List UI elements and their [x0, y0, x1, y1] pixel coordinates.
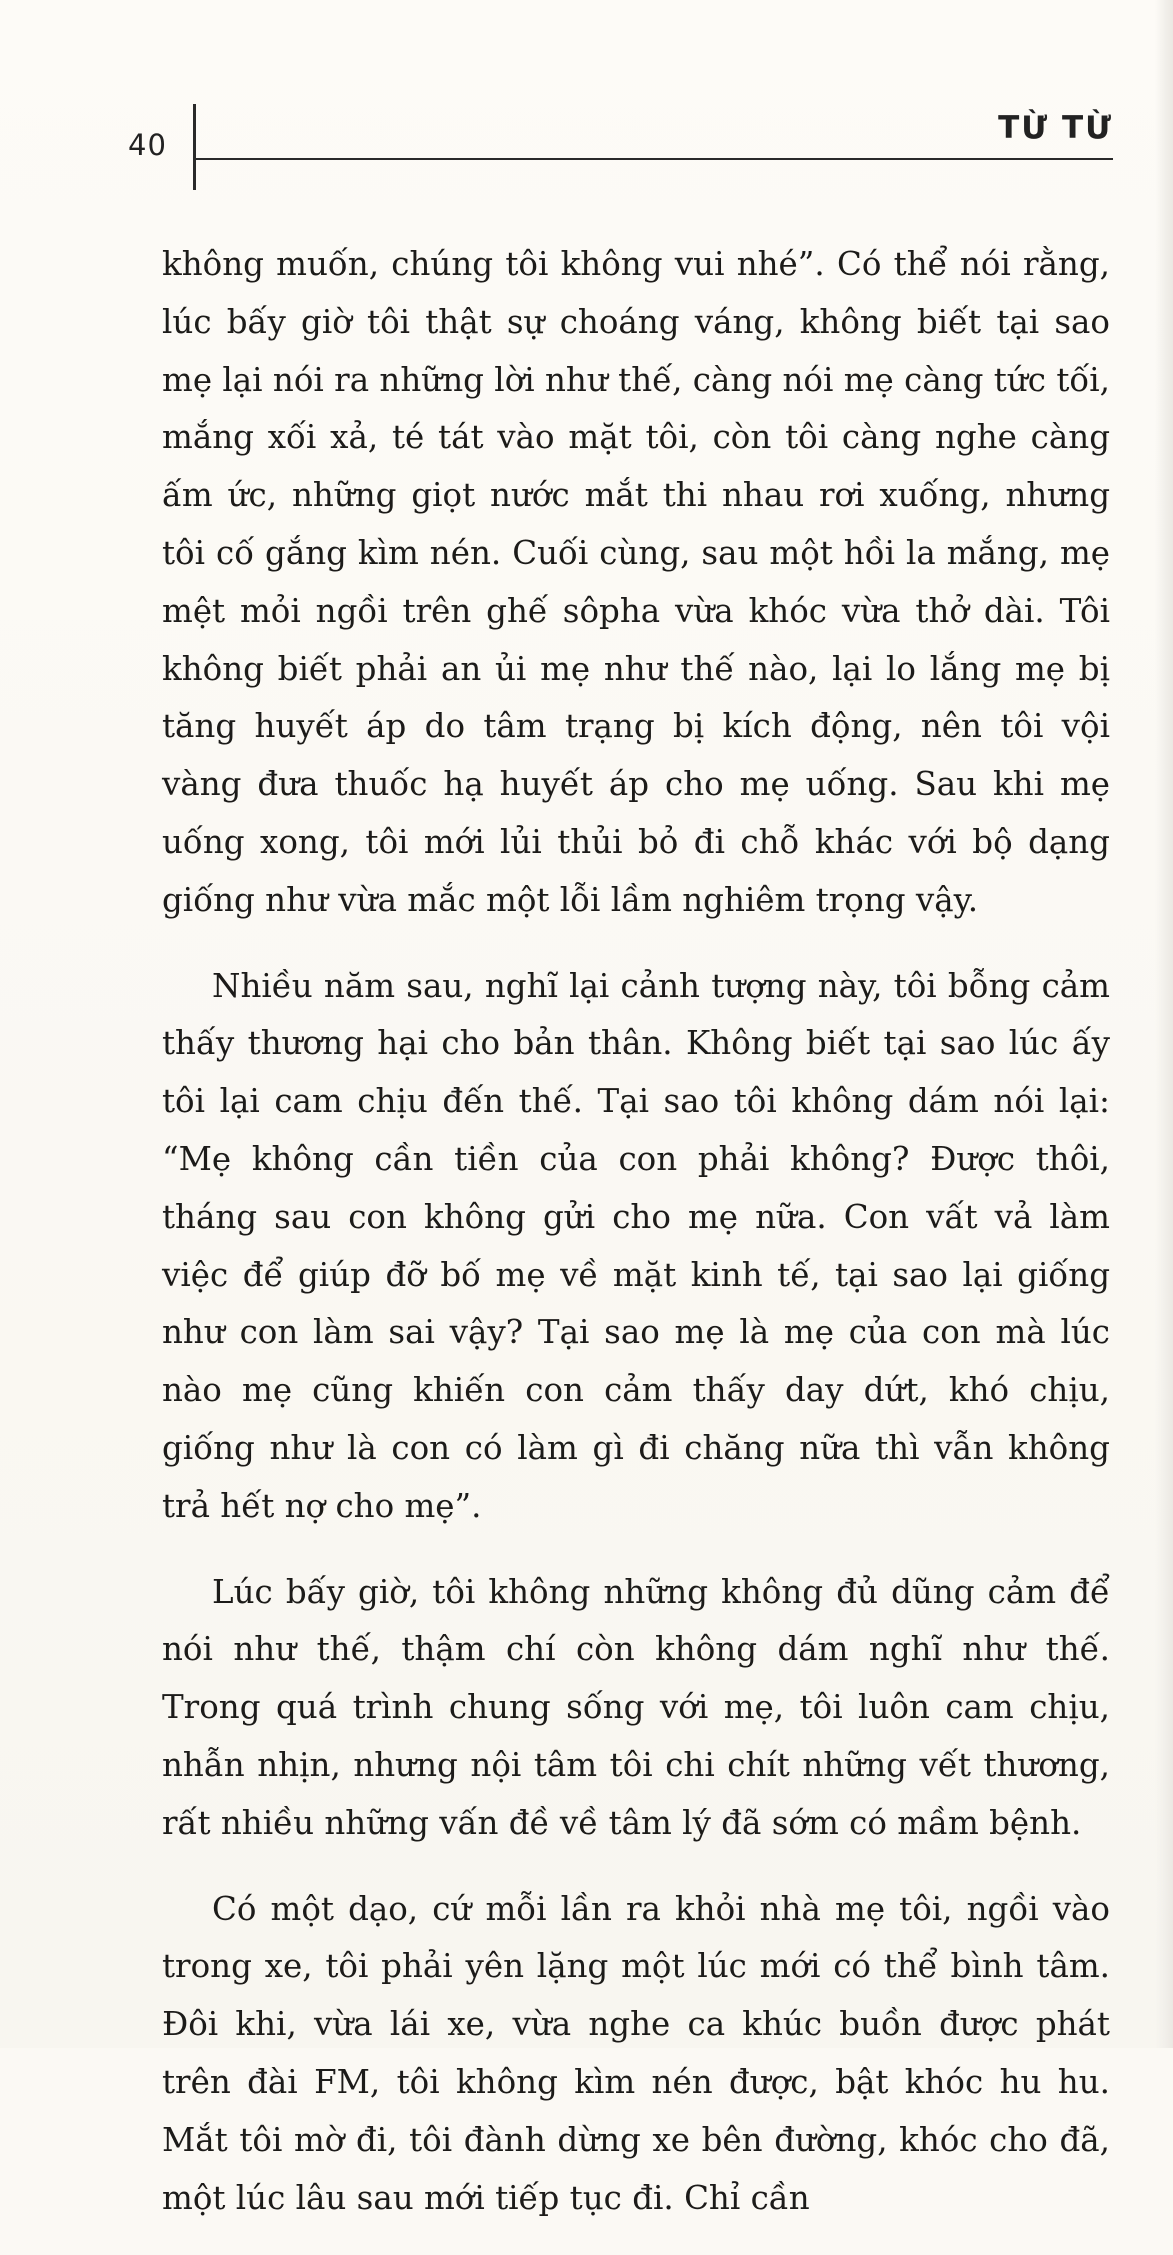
running-title: TỪ TỪ [998, 110, 1113, 146]
header-rule [196, 158, 1113, 160]
page-number: 40 [128, 128, 167, 162]
header-divider-vertical [193, 104, 196, 190]
paragraph: Nhiều năm sau, nghĩ lại cảnh tượng này, tôi bỗng cảm thấy thương hại cho bản thân. Không biết tại sao lúc ấy tôi lại cam chịu đến thế. Tại sao tôi không dám nói lại: “Mẹ không cần tiền của con phải không? Được thôi, tháng sau con không gửi cho mẹ nữa. Con vất vả làm việc để giúp đỡ bố mẹ về mặt kinh tế, tại sao lại giống như con làm sai vậy? Tại sao mẹ là mẹ của con mà lúc nào mẹ cũng khiến con cảm thấy day dứt, khó chịu, giống như là con có làm gì đi chăng nữa thì vẫn không trả hết nợ cho mẹ”. [162, 966, 1110, 1525]
page-body [162, 236, 1110, 2255]
paragraph: không muốn, chúng tôi không vui nhé”. Có thể nói rằng, lúc bấy giờ tôi thật sự choáng váng, không biết tại sao mẹ lại nói ra những lời như thế, càng nói mẹ càng tức tối, mắng xối xả, té tát vào mặt tôi, còn tôi càng nghe càng ấm ức, những giọt nước mắt thi nhau rơi xuống, nhưng tôi cố gắng kìm nén. Cuối cùng, sau một hồi la mắng, mẹ mệt mỏi ngồi trên ghế sôpha vừa khóc vừa thở dài. Tôi không biết phải an ủi mẹ như thế nào, lại lo lắng mẹ bị tăng huyết áp do tâm trạng bị kích động, nên tôi vội vàng đưa thuốc hạ huyết áp cho mẹ uống. Sau khi mẹ uống xong, tôi mới lủi thủi bỏ đi chỗ khác với bộ dạng giống như vừa mắc một lỗi lầm nghiêm trọng vậy. [162, 245, 1110, 919]
paragraph: Lúc bấy giờ, tôi không những không đủ dũng cảm để nói như thế, thậm chí còn không dám nghĩ như thế. Trong quá trình chung sống với mẹ, tôi luôn cam chịu, nhẫn nhịn, nhưng nội tâm tôi chi chít những vết thương, rất nhiều những vấn đề về tâm lý đã sớm có mầm bệnh. [162, 1572, 1110, 1842]
page-edge-shadow [1155, 0, 1173, 2048]
paragraph: Có một dạo, cứ mỗi lần ra khỏi nhà mẹ tôi, ngồi vào trong xe, tôi phải yên lặng một lúc mới có thể bình tâm. Đôi khi, vừa lái xe, vừa nghe ca khúc buồn được phát trên đài FM, tôi không kìm nén được, bật khóc hu hu. Mắt tôi mờ đi, tôi đành dừng xe bên đường, khóc cho đã, một lúc lâu sau mới tiếp tục đi. Chỉ cần [162, 1889, 1110, 2217]
